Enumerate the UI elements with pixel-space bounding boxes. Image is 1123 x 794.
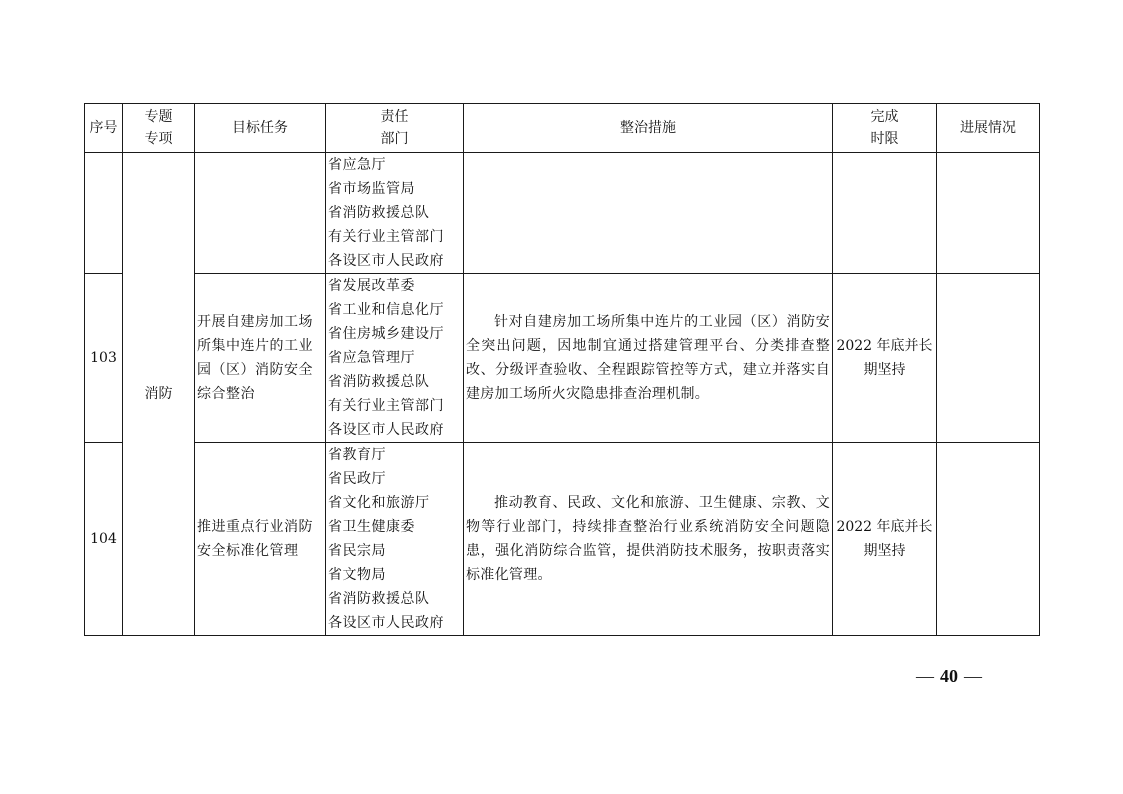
header-row (85, 104, 1040, 153)
cell-task (195, 153, 326, 274)
header-dept-line2: 部门 (380, 131, 409, 147)
cell-deadline: 2022 年底并长期坚持 (833, 274, 937, 443)
dept-line: 省市场监管局 (328, 181, 415, 197)
dept-line: 省消防救援总队 (328, 205, 430, 221)
cell-deadline: 2022 年底并长期坚持 (833, 443, 937, 636)
dept-line: 省文物局 (328, 567, 386, 583)
dept-line: 各设区市人民政府 (328, 615, 444, 631)
cell-topic: 消防 (123, 153, 195, 636)
dept-line: 各设区市人民政府 (328, 422, 444, 438)
cell-dept (326, 153, 464, 274)
header-progress: 进展情况 (937, 104, 1040, 153)
cell-progress (937, 274, 1040, 443)
dept-line: 省民政厅 (328, 471, 386, 487)
dept-line: 省发展改革委 (328, 278, 415, 294)
dept-line: 省住房城乡建设厅 (328, 326, 444, 342)
header-seq: 序号 (85, 104, 123, 153)
header-deadline (833, 104, 937, 153)
dept-line: 省民宗局 (328, 543, 386, 559)
remediation-table (84, 103, 1040, 636)
dept-line: 省应急管理厅 (328, 350, 415, 366)
dept-line: 各设区市人民政府 (328, 253, 444, 269)
dept-line: 省工业和信息化厅 (328, 302, 444, 318)
dept-line: 省消防救援总队 (328, 374, 430, 390)
header-topic-line1: 专题 (144, 109, 173, 125)
dept-line: 省消防救援总队 (328, 591, 430, 607)
cell-seq (85, 153, 123, 274)
cell-progress (937, 443, 1040, 636)
cell-deadline (833, 153, 937, 274)
dept-line: 省教育厅 (328, 447, 386, 463)
cell-dept (326, 443, 464, 636)
header-deadline-line1: 完成 (870, 109, 899, 125)
cell-measure: 针对自建房加工场所集中连片的工业园（区）消防安全突出问题，因地制宜通过搭建管理平台、分类排查整改、分级评查验收、全程跟踪管控等方式，建立并落实自建房加工场所火灾隐患排查治理机制。 (464, 274, 833, 443)
cell-progress (937, 153, 1040, 274)
header-measure: 整治措施 (464, 104, 833, 153)
page-number (910, 666, 988, 687)
page-dash-right: — (964, 666, 982, 686)
header-dept-line1: 责任 (380, 109, 409, 125)
table-row (85, 153, 1040, 274)
cell-task: 推进重点行业消防安全标准化管理 (195, 443, 326, 636)
table-row (85, 443, 1040, 636)
header-deadline-line2: 时限 (870, 131, 899, 147)
dept-line: 省应急厅 (328, 157, 386, 173)
cell-seq: 104 (85, 443, 123, 636)
page-number-value: 40 (940, 666, 958, 686)
dept-line: 有关行业主管部门 (328, 398, 444, 414)
cell-measure (464, 153, 833, 274)
cell-measure: 推动教育、民政、文化和旅游、卫生健康、宗教、文物等行业部门，持续排查整治行业系统消防安全问题隐患，强化消防综合监管，提供消防技术服务，按职责落实标准化管理。 (464, 443, 833, 636)
header-dept (326, 104, 464, 153)
dept-line: 省卫生健康委 (328, 519, 415, 535)
dept-line: 有关行业主管部门 (328, 229, 444, 245)
cell-dept (326, 274, 464, 443)
header-topic-line2: 专项 (144, 131, 173, 147)
cell-task: 开展自建房加工场所集中连片的工业园（区）消防安全综合整治 (195, 274, 326, 443)
page-dash-left: — (916, 666, 934, 686)
header-topic (123, 104, 195, 153)
table-row (85, 274, 1040, 443)
cell-seq: 103 (85, 274, 123, 443)
dept-line: 省文化和旅游厅 (328, 495, 430, 511)
header-task: 目标任务 (195, 104, 326, 153)
